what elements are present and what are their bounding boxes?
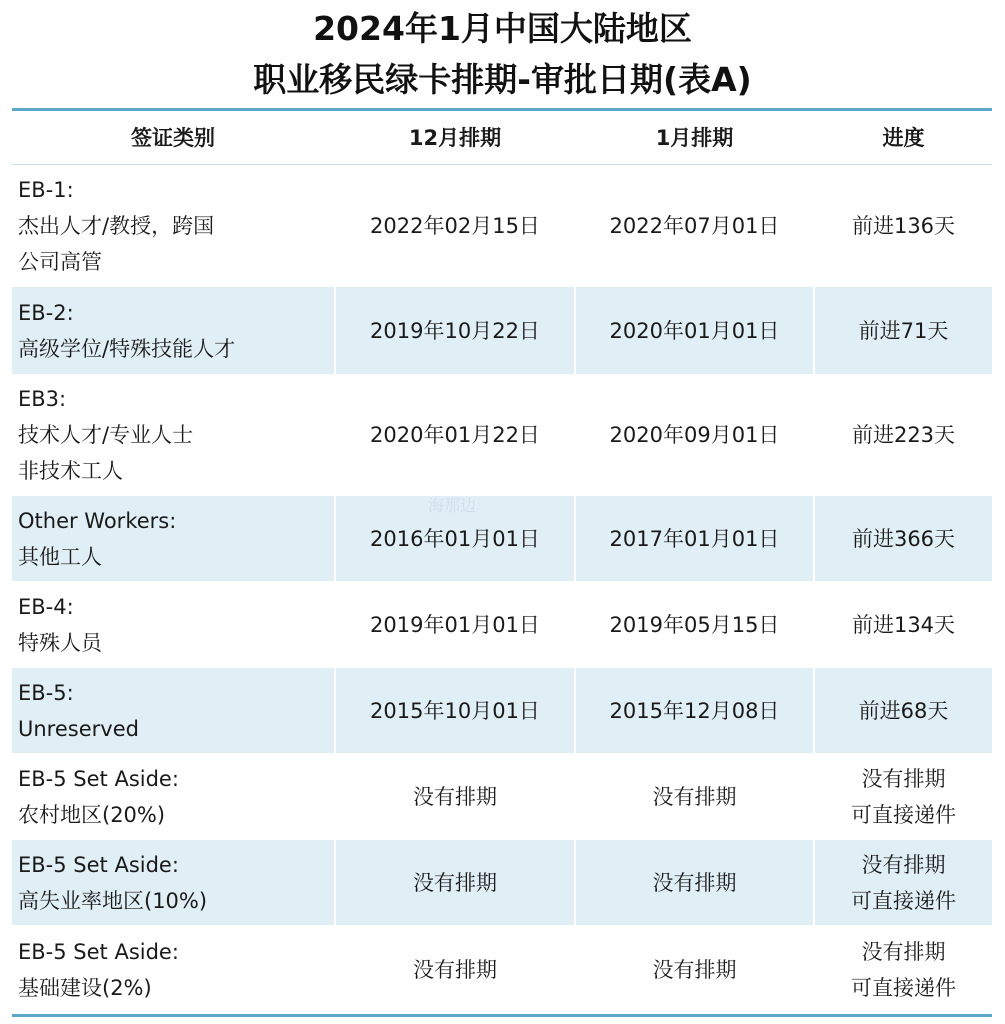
page-title: 2024年1月中国大陆地区 bbox=[313, 9, 692, 48]
category-cell bbox=[12, 668, 336, 753]
column-header-progress: 进度 bbox=[882, 125, 925, 150]
progress-line: 没有排期 bbox=[861, 852, 946, 877]
december-date-cell: 没有排期 bbox=[336, 926, 576, 1013]
progress-line: 没有排期 bbox=[861, 766, 946, 791]
category-cell bbox=[12, 754, 336, 839]
category-lines bbox=[18, 761, 179, 833]
category-line: 公司高管 bbox=[18, 249, 102, 274]
table-row bbox=[12, 582, 992, 668]
progress-line: 前进68天 bbox=[858, 698, 949, 723]
progress-cell bbox=[815, 287, 992, 374]
progress-lines bbox=[859, 313, 949, 349]
category-cell bbox=[12, 840, 336, 925]
progress-line: 没有排期 bbox=[861, 939, 946, 964]
progress-line: 前进134天 bbox=[851, 612, 956, 637]
category-lines bbox=[18, 381, 193, 489]
page-subtitle: 职业移民绿卡排期-审批日期(表A) bbox=[253, 60, 752, 99]
category-line: 基础建设(2%) bbox=[18, 975, 152, 1000]
progress-cell bbox=[815, 375, 992, 495]
progress-lines bbox=[851, 847, 956, 919]
category-line: 杰出人才/教授，跨国 bbox=[18, 213, 215, 238]
category-cell bbox=[12, 375, 336, 495]
december-date-cell: 2016年01月01日 bbox=[336, 496, 576, 581]
progress-cell bbox=[815, 840, 992, 925]
category-line: 高级学位/特殊技能人才 bbox=[18, 336, 236, 361]
progress-line: 前进136天 bbox=[851, 213, 956, 238]
progress-lines bbox=[852, 417, 955, 453]
category-cell bbox=[12, 926, 336, 1013]
progress-line: 前进71天 bbox=[858, 318, 949, 343]
january-date-cell: 没有排期 bbox=[576, 840, 815, 925]
category-lines bbox=[18, 503, 176, 575]
category-lines bbox=[18, 172, 214, 280]
category-line: EB-4: bbox=[18, 594, 74, 619]
category-line: EB-5 Set Aside: bbox=[18, 852, 179, 877]
category-line: 农村地区(20%) bbox=[18, 802, 166, 827]
column-header-category: 签证类别 bbox=[12, 111, 336, 164]
january-date-cell: 2015年12月08日 bbox=[576, 668, 815, 753]
table-row bbox=[12, 375, 992, 496]
category-line: EB-5 Set Aside: bbox=[18, 939, 179, 964]
visa-bulletin-table bbox=[12, 108, 992, 1017]
category-line: Other Workers: bbox=[18, 508, 177, 533]
progress-cell bbox=[815, 668, 992, 753]
progress-cell bbox=[815, 582, 992, 667]
category-lines bbox=[18, 675, 139, 747]
january-date-cell: 2020年09月01日 bbox=[576, 375, 815, 495]
table-row bbox=[12, 754, 992, 840]
progress-cell bbox=[815, 496, 992, 581]
progress-cell bbox=[815, 926, 992, 1013]
december-date-cell: 2022年02月15日 bbox=[336, 165, 576, 286]
category-line: EB-2: bbox=[18, 300, 74, 325]
progress-line: 前进366天 bbox=[851, 526, 956, 551]
january-date-cell: 没有排期 bbox=[576, 926, 815, 1013]
watermark: 海那边 bbox=[428, 496, 477, 515]
december-date-cell: 没有排期 bbox=[336, 840, 576, 925]
december-date-cell: 2020年01月22日 bbox=[336, 375, 576, 495]
category-lines bbox=[18, 589, 102, 661]
column-header-december: 12月排期 bbox=[336, 111, 576, 164]
category-cell bbox=[12, 165, 336, 286]
category-line: EB3: bbox=[18, 387, 67, 411]
category-lines bbox=[18, 295, 235, 367]
category-line: EB-5 Set Aside: bbox=[18, 766, 179, 791]
category-line: 特殊人员 bbox=[18, 630, 102, 655]
category-lines bbox=[18, 847, 207, 919]
progress-line: 可直接递件 bbox=[851, 802, 956, 827]
progress-cell bbox=[815, 754, 992, 839]
december-date-cell: 2015年10月01日 bbox=[336, 668, 576, 753]
progress-lines bbox=[851, 934, 956, 1006]
table-row bbox=[12, 840, 992, 926]
progress-lines bbox=[851, 761, 956, 833]
january-date-cell: 没有排期 bbox=[576, 754, 815, 839]
category-cell bbox=[12, 496, 336, 581]
progress-lines bbox=[859, 693, 949, 729]
progress-lines bbox=[852, 607, 955, 643]
category-line: 其他工人 bbox=[18, 544, 102, 569]
december-date-cell: 没有排期 bbox=[336, 754, 576, 839]
progress-line: 可直接递件 bbox=[851, 888, 956, 913]
january-date-cell: 2020年01月01日 bbox=[576, 287, 815, 374]
december-date-cell: 2019年10月22日 bbox=[336, 287, 576, 374]
category-line: 高失业率地区(10%) bbox=[18, 888, 208, 913]
table-row bbox=[12, 287, 992, 375]
progress-line: 前进223天 bbox=[851, 423, 956, 447]
january-date-cell: 2022年07月01日 bbox=[576, 165, 815, 286]
table-row bbox=[12, 165, 992, 287]
category-lines bbox=[18, 934, 179, 1006]
table-row bbox=[12, 926, 992, 1014]
category-cell bbox=[12, 582, 336, 667]
category-line: EB-1: bbox=[18, 177, 74, 202]
table-body bbox=[12, 165, 992, 1014]
january-date-cell: 2019年05月15日 bbox=[576, 582, 815, 667]
table-header-row bbox=[12, 111, 992, 165]
category-line: EB-5: bbox=[18, 680, 74, 705]
category-cell bbox=[12, 287, 336, 374]
category-line: 技术人才/专业人士 bbox=[18, 423, 194, 447]
january-date-cell: 2017年01月01日 bbox=[576, 496, 815, 581]
progress-lines bbox=[852, 521, 955, 557]
progress-line: 可直接递件 bbox=[851, 975, 956, 1000]
progress-cell bbox=[815, 165, 992, 286]
table-row bbox=[12, 496, 992, 582]
progress-lines bbox=[852, 208, 955, 244]
table-row bbox=[12, 668, 992, 754]
column-header-january: 1月排期 bbox=[576, 111, 815, 164]
category-line: 非技术工人 bbox=[18, 459, 123, 483]
category-line: Unreserved bbox=[18, 716, 139, 741]
december-date-cell: 2019年01月01日 bbox=[336, 582, 576, 667]
